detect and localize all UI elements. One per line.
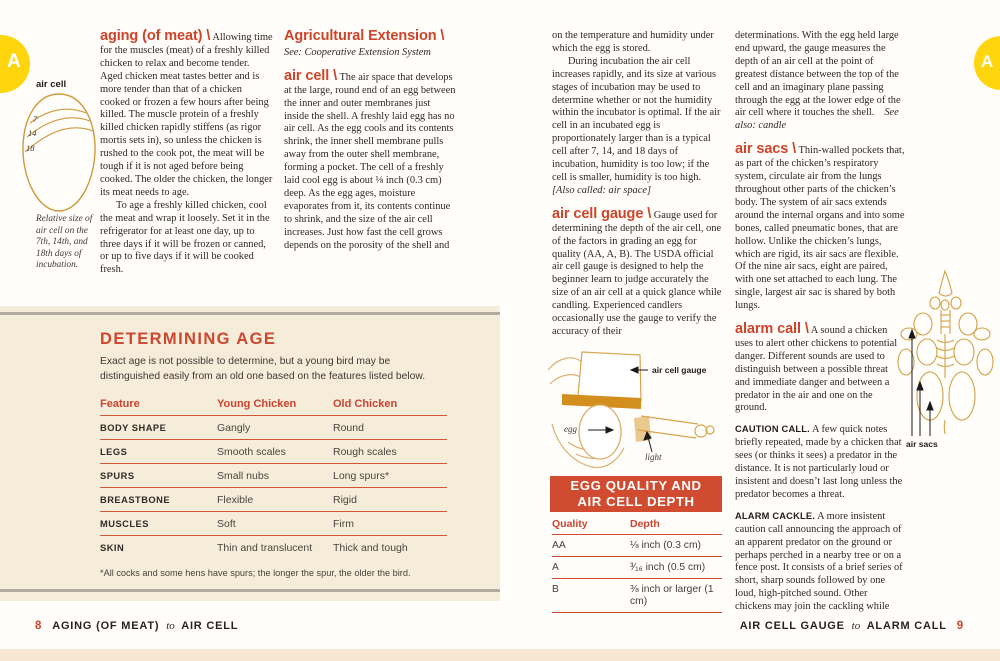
- see-reference: See: Cooperative Extension System: [284, 46, 431, 58]
- air-sacs-figure-label: air sacs: [906, 439, 938, 449]
- letter-tab-right-label: A: [981, 52, 994, 71]
- headword-aging: aging (of meat) \: [100, 28, 211, 44]
- page-number-right: 9: [956, 620, 964, 632]
- cell-old: Rigid: [333, 494, 357, 506]
- cell-depth: ³⁄₁₆ inch (0.5 cm): [630, 562, 706, 573]
- cell-young: Gangly: [217, 422, 251, 434]
- gauge-figure-label: air cell gauge: [652, 365, 707, 375]
- entry-agricultural-extension: [284, 30, 456, 45]
- entry-air-cell-gauge-body: Gauge used for determining the depth of the air cell, one of the factors in grading an egg for quality (AA, A, B). The USDA official air cell gauge is designed to help the beginner learn to judge accurately the size of an air cell at a quick glance while candling. Experienced candlers occasionally use the gauge to verify the accuracy of their: [552, 209, 722, 337]
- cell-young: Flexible: [217, 494, 254, 506]
- column-aging: [100, 30, 273, 277]
- cell-feature: MUSCLES: [100, 519, 149, 529]
- entry-air-sacs-body: Thin-walled pockets that, as part of the chicken’s respiratory system, circulate air from the lungs throughout other parts of the chicken’s body. The system of air sacs extends around the internal organs and into some bones, called pneumatic bones, that are hollow. Unlike the chicken’s lungs, which are rigid, its air sacs are flexible. Of the nine air sacs, eight are paired, with one set attached to each lung. The single, largest air sac is shared by both lungs.: [735, 145, 905, 312]
- cell-young: Smooth scales: [217, 446, 286, 458]
- air-cell-continuation-para1: on the temperature and humidity under which the egg is stored.: [552, 30, 714, 54]
- headword-agricultural-extension: Agricultural Extension \: [284, 28, 445, 44]
- entry-aging-para2: To age a freshly killed chicken, cool the meat and wrap it loosely. Set it in the refrigerator for at least one day, up to three days if it will be frozen or canned, or up to five days if it will be cooked fresh.: [100, 199, 270, 276]
- page-bottom-edge: [0, 649, 1000, 661]
- age-table-header-row: [100, 398, 447, 416]
- cell-feature: SPURS: [100, 471, 135, 481]
- banner-line1: EGG QUALITY AND: [570, 478, 702, 493]
- footer-left: [35, 620, 238, 632]
- headword-air-cell-gauge: air cell gauge \: [552, 205, 652, 222]
- table-row: [100, 440, 447, 464]
- quality-header-row: [552, 518, 722, 535]
- egg-day-mark-7: 7: [33, 114, 38, 124]
- see-also-candle: See also: candle: [735, 107, 899, 132]
- gauge-light-label: light: [645, 452, 662, 462]
- footer-range-end: AIR CELL: [181, 620, 239, 632]
- entry-aging: [100, 30, 273, 200]
- age-col-feature: Feature: [100, 398, 217, 416]
- age-table: [100, 398, 447, 559]
- entry-alarm-call-body: A sound a chicken uses to alert other chickens to potential danger. Different sounds are used to distinguish between a possible threat and immediate danger and between a predator in the air and one on the ground.: [735, 325, 898, 414]
- banner-line2: AIR CELL DEPTH: [577, 494, 695, 509]
- age-table-title: DETERMINING AGE: [100, 330, 277, 348]
- cell-feature: BODY SHAPE: [100, 423, 167, 433]
- alarm-cackle-paragraph: [735, 510, 905, 614]
- cell-feature: SKIN: [100, 543, 125, 553]
- headword-air-sacs: air sacs \: [735, 141, 797, 158]
- table-row: [100, 464, 447, 488]
- footer-range-start: AIR CELL GAUGE: [739, 620, 845, 632]
- age-col-young: Young Chicken: [217, 398, 333, 416]
- entry-alarm-call: [735, 323, 905, 415]
- cell-feature: BREASTBONE: [100, 495, 171, 505]
- egg-day-mark-14: 14: [28, 128, 37, 138]
- letter-tab-left-label: A: [7, 51, 21, 72]
- depth-col-header: Depth: [630, 518, 722, 535]
- caution-call-paragraph: [735, 423, 905, 501]
- column-air-cell-gauge: [552, 30, 722, 339]
- footer-range-start: AGING (OF MEAT): [52, 620, 160, 632]
- table-row: [100, 512, 447, 536]
- cell-depth: ⅛ inch (0.3 cm): [630, 540, 701, 551]
- quality-col-header: Quality: [552, 518, 630, 535]
- table-row: [552, 535, 722, 557]
- cell-old: Rough scales: [333, 446, 397, 458]
- air-sacs-illustration: [893, 268, 999, 440]
- determining-age-panel: [0, 306, 500, 601]
- cell-quality: B: [552, 584, 559, 595]
- table-row: [100, 416, 447, 440]
- column-air-sacs-alarm: [735, 30, 905, 614]
- caution-call-body: A few quick notes briefly repeated, made by a chicken that sees (or thinks it sees) a predator in the distance. It is not particularly loud or insistent and doesn’t last long unless the predator becomes a threat.: [735, 424, 903, 500]
- footer-to: to: [166, 620, 175, 632]
- cell-old: Thick and tough: [333, 542, 408, 554]
- headword-alarm-call: alarm call \: [735, 321, 809, 338]
- gauge-continuation-body: determinations. With the egg held large end upward, the gauge measures the depth of an air cell at the point of greatest distance between the top of the cell and an imaginary plane passing through the egg at the lower edge of the air cell where it touches the shell.: [735, 30, 901, 119]
- egg-day-mark-18: 18: [26, 143, 35, 153]
- entry-air-cell-gauge: [552, 205, 722, 339]
- caution-call-lead: CAUTION CALL.: [735, 424, 810, 435]
- entry-air-cell-body: The air space that develops at the large, round end of an egg between the inner and outer membranes just inside the shell. A freshly laid egg has no air cell. As the egg cools and its contents shrink, the inner shell membrane pulls away from the outer shell membrane, forming a pocket. The cell of a freshly laid cool egg is about ⅛ inch (0.3 cm) deep. As the egg ages, moisture evaporates from it, its contents continue to shrink, and the size of the air cell increases. Just how fast the cell grows depends on the porosity of the shell and: [284, 71, 456, 251]
- determining-age-content: [100, 330, 452, 578]
- cell-quality: A: [552, 562, 559, 573]
- table-row: [552, 579, 722, 613]
- cell-feature: LEGS: [100, 447, 128, 457]
- egg-quality-table: [552, 518, 722, 613]
- egg-air-cell-illustration: [17, 92, 101, 214]
- egg-figure-caption: Relative size of air cell on the 7th, 14th, and 18th days of incubation.: [36, 214, 93, 271]
- page-number-left: 8: [35, 620, 43, 632]
- panel-bottom-rule: [0, 589, 500, 592]
- entry-air-cell: [284, 67, 456, 253]
- cell-young: Small nubs: [217, 470, 269, 482]
- cell-quality: AA: [552, 540, 566, 551]
- cell-depth: ⅜ inch or larger (1 cm): [630, 584, 714, 607]
- entry-air-sacs: [735, 143, 905, 313]
- air-cell-continuation-para2: During incubation the air cell increases rapidly, and its size at various stages of incubation may be used to determine whether or not the humidity within the incubator is optimal. If the air cell in an incubated egg is proportionately larger than is a typical cell after 7, 14, and 18 days of incubation, humidity is too low; if the cell is smaller, humidity is too high.: [552, 55, 721, 183]
- column-air-cell: [284, 30, 456, 253]
- alarm-cackle-body: A more insistent caution call announcing the approach of an apparent predator on the ground or perhaps perched in a nearby tree or on a fence post. It consists of a brief series of short, sharp sounds followed by one loud, high-pitched sound. Other chickens may join the cackling while: [735, 510, 903, 613]
- age-table-intro: Exact age is not possible to determine, but a young bird may be distinguished easily from an old one based on the features listed below.: [100, 356, 426, 382]
- gauge-egg-label: egg: [564, 424, 577, 434]
- age-col-old: Old Chicken: [333, 398, 447, 416]
- table-row: [100, 536, 447, 559]
- also-called-line: [Also called: air space]: [552, 184, 651, 196]
- cell-old: Long spurs*: [333, 470, 390, 482]
- footer-range-end: ALARM CALL: [866, 620, 947, 632]
- egg-quality-banner: [550, 476, 722, 512]
- footer-right: [740, 620, 964, 632]
- panel-top-rule: [0, 312, 500, 315]
- cell-old: Firm: [333, 518, 354, 530]
- air-cell-gauge-continuation: [735, 30, 905, 133]
- cell-young: Thin and translucent: [217, 542, 313, 554]
- entry-aging-para1: Allowing time for the muscles (meat) of a freshly killed chicken to relax and become tender. Aged chicken meat tastes better and is more tender than that of a chicken cooked or frozen a few hours after being killed. The muscle protein of a freshly killed chicken rapidly stiffens (as rigor mortis sets in), so unless the chicken is rushed to the cook pot, the meat will be tough if it is not aged before being cooked. The older the chicken, the longer its meat needs to age.: [100, 32, 273, 198]
- headword-air-cell: air cell \: [284, 67, 338, 84]
- footer-to: to: [851, 620, 861, 632]
- cell-young: Soft: [217, 518, 236, 530]
- table-row: [100, 488, 447, 512]
- table-row: [552, 557, 722, 579]
- cell-old: Round: [333, 422, 364, 434]
- age-table-footnote: *All cocks and some hens have spurs; the longer the spur, the older the bird.: [100, 568, 411, 578]
- egg-figure-label: air cell: [36, 79, 67, 90]
- alarm-cackle-lead: ALARM CACKLE.: [735, 510, 816, 521]
